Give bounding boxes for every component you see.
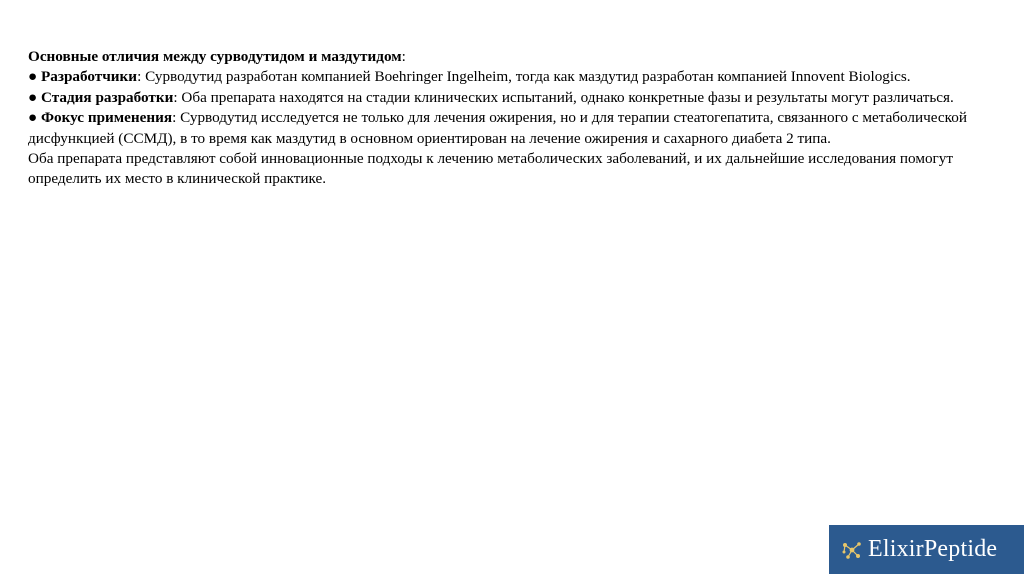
heading-text: Основные отличия между сурводутидом и маздутидом xyxy=(28,48,402,65)
item-text: : Сурводутид исследуется не только для лечения ожирения, но и для терапии стеатогепатита, связанного с метаболической дисфункцией (ССМД), в то время как маздутид в основном ориентирован на лечение ожирения и сахарного диабета 2 типа. xyxy=(28,109,967,147)
item-text: : Сурводутид разработан компанией Boehringer Ingelheim, тогда как маздутид разработан компанией Innovent Biologics. xyxy=(137,68,911,86)
elixirpeptide-logo xyxy=(829,525,1024,574)
bullet-glyph: ● xyxy=(28,68,38,86)
item-label: Фокус применения xyxy=(40,109,173,127)
item-label: Стадия разработки xyxy=(40,88,174,106)
item-text: : Оба препарата находятся на стадии клинических испытаний, однако конкретные фазы и результаты могут различаться. xyxy=(173,88,954,106)
heading-suffix: : xyxy=(401,48,406,65)
list-item-application-focus xyxy=(28,108,988,149)
slide-text-block xyxy=(28,47,988,190)
slide-conclusion: Оба препарата представляют собой инновационные подходы к лечению метаболических заболеваний, и их дальнейшие исследования помогут определить их место в клинической практике. xyxy=(28,150,954,188)
logo-text: ElixirPeptide xyxy=(868,536,998,562)
item-label: Разработчики xyxy=(40,68,138,86)
molecule-icon xyxy=(841,539,863,561)
list-item-development-stage xyxy=(28,88,988,108)
list-item-developers xyxy=(28,67,988,87)
slide-heading xyxy=(28,47,988,67)
bullet-glyph: ● xyxy=(28,88,38,106)
bullet-glyph: ● xyxy=(28,109,38,127)
